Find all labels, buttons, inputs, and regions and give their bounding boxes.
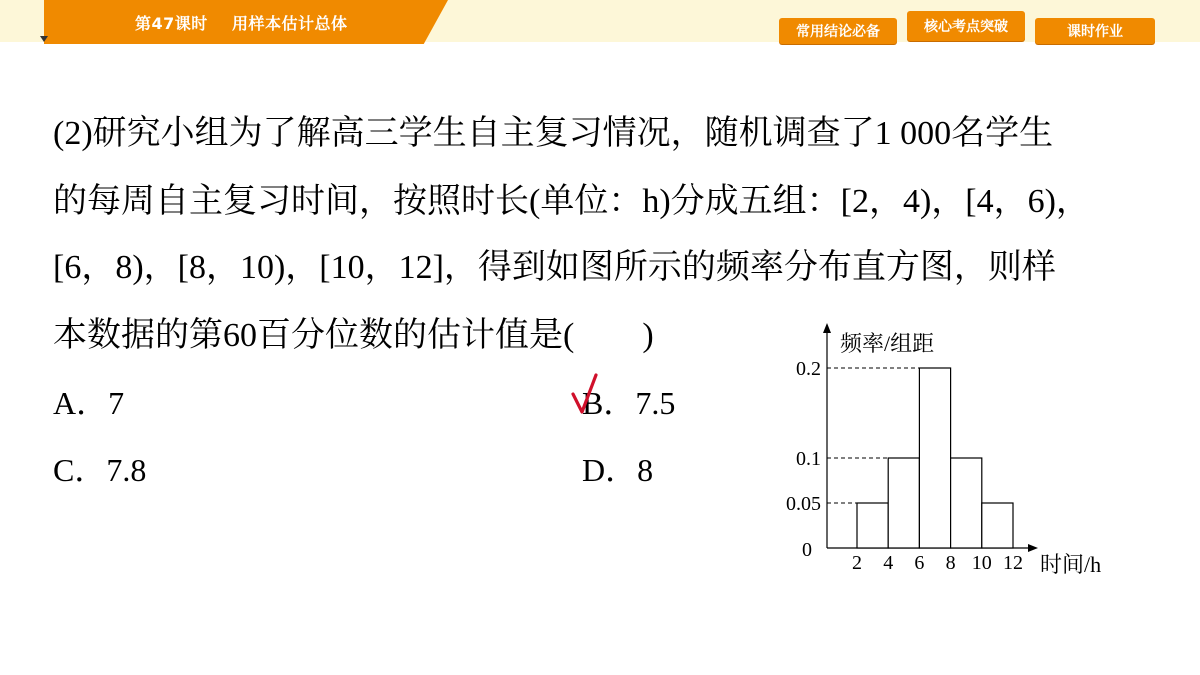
question-line-1: (2)研究小组为了解高三学生自主复习情况，随机调查了1 000名学生	[53, 115, 1054, 152]
option-a[interactable]: A．7	[53, 385, 125, 421]
nav-button-core-topics[interactable]: 核心考点突破	[907, 11, 1025, 41]
option-c[interactable]: C．7.8	[53, 452, 147, 488]
nav-button-common-conclusions[interactable]: 常用结论必备	[779, 18, 897, 44]
histogram-bar	[857, 503, 888, 548]
x-tick-label: 12	[1003, 552, 1023, 574]
x-axis-label: 时间/h	[1040, 552, 1102, 577]
histogram-bar	[982, 503, 1013, 548]
origin-label: 0	[802, 539, 812, 561]
histogram-bar	[888, 458, 919, 548]
option-b[interactable]: B．7.5	[582, 385, 676, 421]
y-tick-label: 0.1	[796, 448, 821, 470]
bars	[857, 368, 1013, 548]
x-tick-labels	[852, 552, 1023, 574]
x-tick-label: 4	[883, 552, 894, 574]
y-axis-arrow-icon	[823, 323, 831, 333]
x-tick-label: 6	[914, 552, 925, 574]
x-axis-arrow-icon	[1028, 544, 1038, 552]
lesson-title: 第47课时 用样本估计总体	[135, 14, 348, 33]
x-tick-label: 2	[852, 552, 862, 574]
x-tick-label: 10	[971, 552, 992, 574]
question-line-3: [6，8)，[8，10)，[10，12]，得到如图所示的频率分布直方图，则样	[53, 249, 1056, 286]
y-tick-label: 0.05	[786, 493, 821, 515]
nav-button-homework[interactable]: 课时作业	[1035, 18, 1155, 44]
y-tick-label: 0.2	[796, 358, 821, 380]
corner-triangle-icon	[40, 36, 48, 42]
histogram-bar	[919, 368, 950, 548]
histogram-bar	[951, 458, 982, 548]
question-line-4: 本数据的第60百分位数的估计值是( )	[53, 317, 654, 354]
option-d[interactable]: D．8	[582, 452, 654, 488]
frequency-histogram	[770, 315, 1120, 580]
x-tick-label: 8	[945, 552, 956, 574]
y-axis-label: 频率/组距	[840, 331, 935, 356]
question-line-2: 的每周自主复习时间，按照时长(单位：h)分成五组：[2，4)，[4，6)，	[53, 183, 1090, 220]
checkmark-icon	[570, 372, 604, 416]
y-tick-labels	[786, 358, 821, 515]
